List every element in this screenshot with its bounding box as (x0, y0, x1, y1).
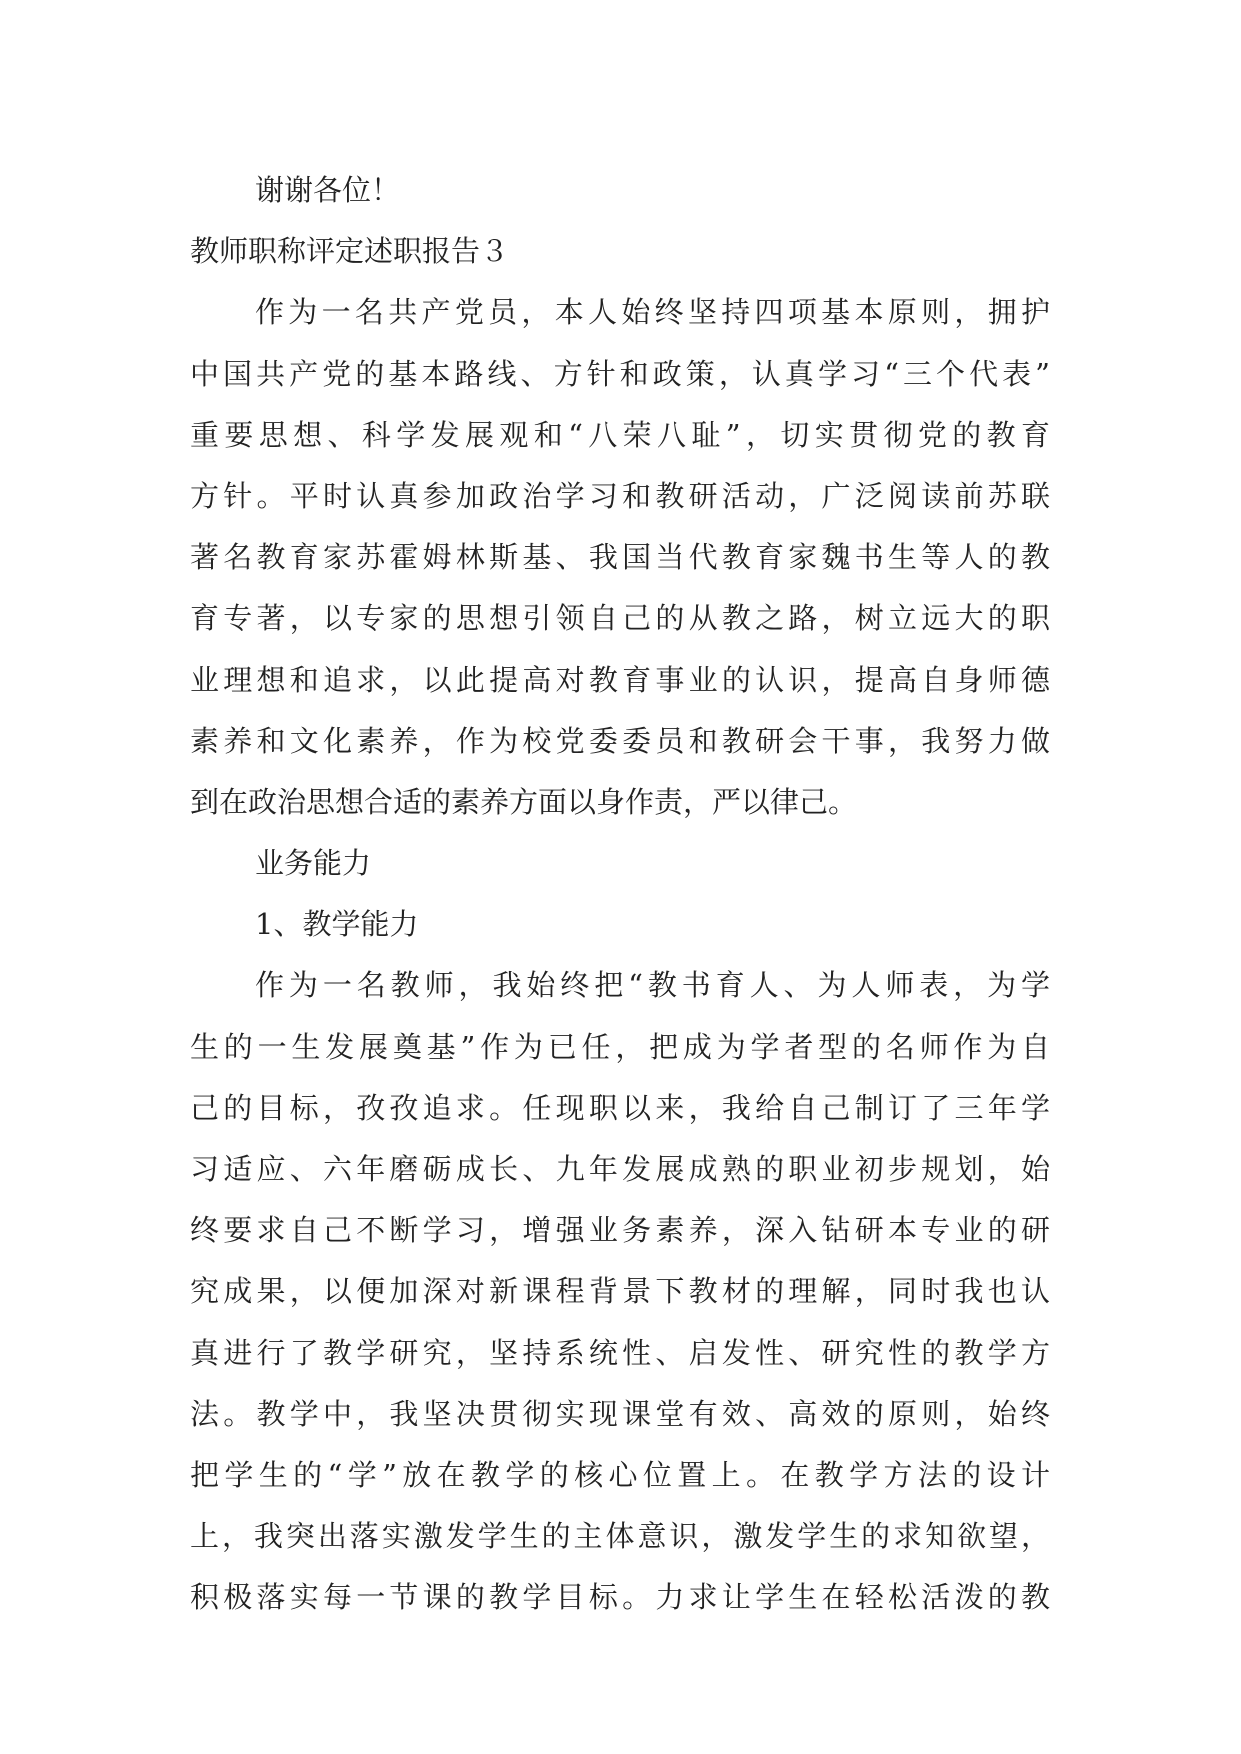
paragraph-line: 作为一名教师，我始终把“教书育人、为人师表，为学 (255, 968, 1050, 1003)
paragraph-line: 法。教学中，我坚决贯彻实现课堂有效、高效的原则，始终 (190, 1396, 1050, 1431)
paragraph-line: 习适应、六年磨砺成长、九年发展成熟的职业初步规划，始 (190, 1152, 1050, 1186)
paragraph-line: 己的目标，孜孜追求。任现职以来，我给自己制订了三年学 (190, 1090, 1050, 1125)
paragraph-line: 重要思想、科学发展观和“八荣八耻”，切实贯彻党的教育 (190, 417, 1050, 452)
paragraph-line: 终要求自己不断学习，增强业务素养，深入钻研本专业的研 (190, 1213, 1050, 1248)
paragraph-line: 中国共产党的基本路线、方针和政策，认真学习“三个代表” (190, 356, 1050, 391)
paragraph-line: 到在政治思想合适的素养方面以身作责，严以律己。 (190, 784, 858, 819)
paragraph-line: 作为一名共产党员，本人始终坚持四项基本原则，拥护 (255, 295, 1050, 330)
paragraph-line: 育专著，以专家的思想引领自己的从教之路，树立远大的职 (190, 601, 1050, 636)
closing-line: 谢谢各位！ (255, 173, 401, 207)
paragraph-line: 积极落实每一节课的教学目标。力求让学生在轻松活泼的教 (190, 1580, 1050, 1615)
paragraph-line: 业理想和追求，以此提高对教育事业的认识，提高自身师德 (190, 662, 1050, 697)
paragraph-teaching (0, 955, 1241, 1628)
report-title: 教师职称评定述职报告３ (190, 234, 510, 269)
paragraph-politics (0, 282, 1241, 833)
section-heading: 业务能力 (255, 846, 372, 881)
paragraph-line: 素养和文化素养，作为校党委委员和教研会干事，我努力做 (190, 723, 1050, 758)
subsection-heading: 1、教学能力 (255, 907, 419, 942)
paragraph-line: 著名教育家苏霍姆林斯基、我国当代教育家魏书生等人的教 (190, 540, 1050, 575)
paragraph-line: 生的一生发展奠基”作为已任，把成为学者型的名师作为自 (190, 1029, 1050, 1064)
paragraph-line: 方针。平时认真参加政治学习和教研活动，广泛阅读前苏联 (190, 478, 1050, 513)
paragraph-line: 上，我突出落实激发学生的主体意识，激发学生的求知欲望， (190, 1519, 1050, 1554)
paragraph-line: 究成果，以便加深对新课程背景下教材的理解，同时我也认 (190, 1274, 1050, 1309)
paragraph-line: 把学生的“学”放在教学的核心位置上。在教学方法的设计 (190, 1457, 1050, 1492)
paragraph-line: 真进行了教学研究，坚持系统性、启发性、研究性的教学方 (190, 1335, 1050, 1370)
